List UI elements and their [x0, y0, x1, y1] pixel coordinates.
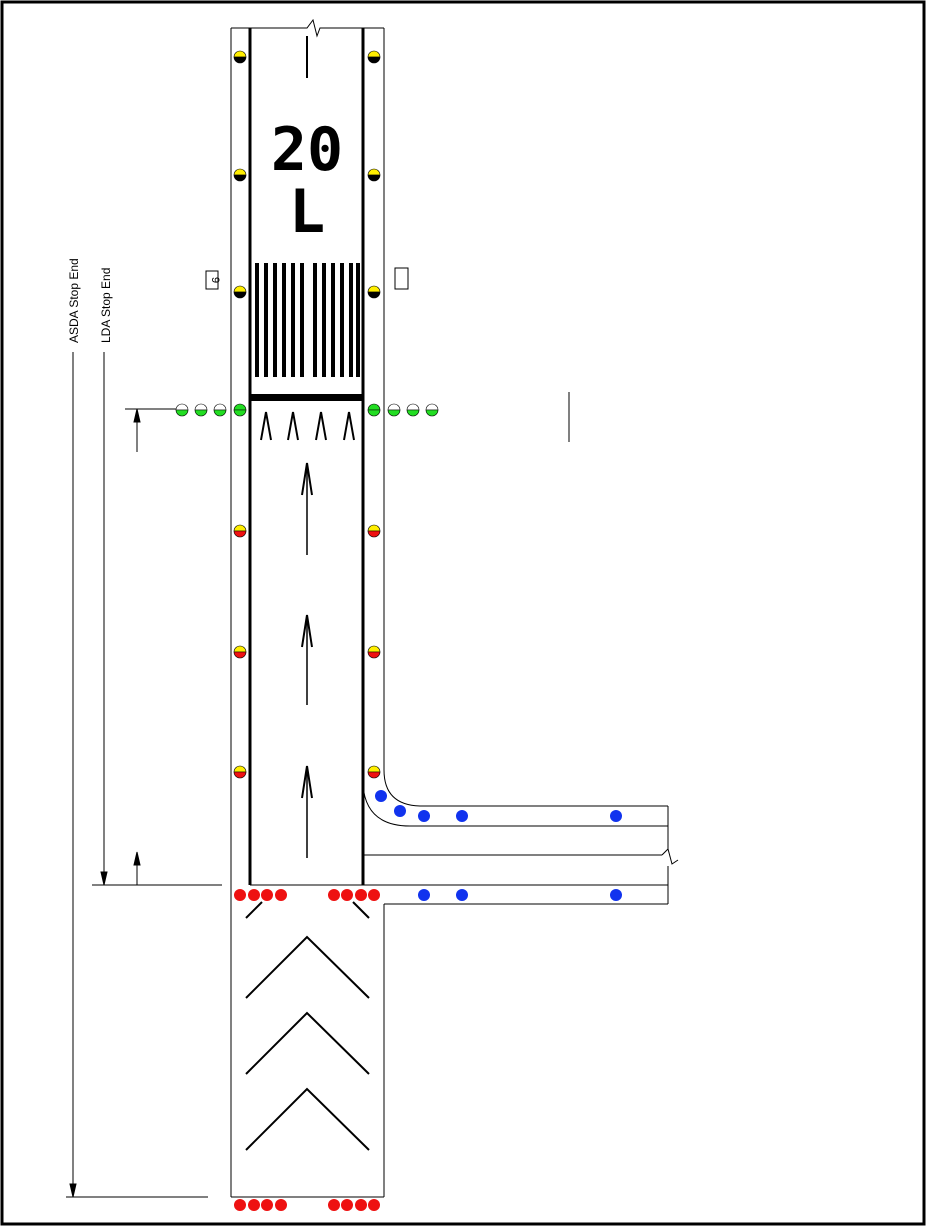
light-top-half: [368, 525, 380, 531]
chevron: [246, 1013, 369, 1074]
threshold-stripe: [322, 263, 326, 377]
light-bottom-half: [234, 175, 246, 181]
threshold-stripe: [264, 263, 268, 377]
threshold-stripe: [300, 263, 304, 377]
edge-light-left: [234, 51, 246, 63]
light-bottom-half: [368, 292, 380, 298]
light-bottom-half: [234, 292, 246, 298]
light-bottom-half: [368, 410, 380, 416]
edge-light-right: [368, 169, 380, 181]
light-bottom-half: [234, 531, 246, 537]
distance-sign-right: [395, 268, 408, 289]
threshold-wing-light: [426, 404, 438, 416]
edge-light-right: [368, 51, 380, 63]
stopway-end-light: [368, 1199, 380, 1211]
runway-end-light: [328, 889, 340, 901]
chevron: [246, 1089, 369, 1150]
threshold-bar: [250, 394, 363, 401]
taxiway-edge-light: [610, 889, 622, 901]
displaced-threshold-arrowheads: [261, 412, 354, 440]
light-top-half: [234, 286, 246, 292]
light-bottom-half: [368, 57, 380, 63]
stopway-end-light: [341, 1199, 353, 1211]
threshold-stripe: [291, 263, 295, 377]
runway-number: 20: [270, 115, 344, 185]
distance-sign-left: [206, 271, 221, 289]
dimension-lines: [66, 352, 222, 1197]
light-bottom-half: [368, 531, 380, 537]
light-top-half: [234, 51, 246, 57]
runway-end-light: [355, 889, 367, 901]
light-top-half: [176, 404, 188, 410]
runway-designator: [271, 115, 343, 247]
light-bottom-half: [368, 175, 380, 181]
chevron-partial: [246, 902, 262, 918]
light-bottom-half: [368, 772, 380, 778]
light-top-half: [368, 646, 380, 652]
chevron-partial: [353, 902, 369, 918]
light-bottom-half: [214, 410, 226, 416]
runway-end-light: [368, 889, 380, 901]
threshold-stripe: [255, 263, 259, 377]
light-top-half: [234, 525, 246, 531]
displaced-edge-light-left: [234, 646, 246, 658]
asda-label: ASDA Stop End: [67, 258, 81, 343]
threshold-stripe: [331, 263, 335, 377]
runway-end-light: [261, 889, 273, 901]
light-top-half: [214, 404, 226, 410]
threshold-wing-light: [407, 404, 419, 416]
displaced-edge-light-left: [234, 525, 246, 537]
distance-sign-left-text: 9: [209, 276, 221, 284]
light-top-half: [234, 766, 246, 772]
arrowhead: [261, 412, 271, 440]
light-top-half: [426, 404, 438, 410]
threshold-wing-light: [195, 404, 207, 416]
lda-label: LDA Stop End: [99, 267, 113, 343]
displaced-edge-light-left: [234, 766, 246, 778]
stopway-end-light: [261, 1199, 273, 1211]
light-bottom-half: [195, 410, 207, 416]
taxiway-edge-light: [418, 889, 430, 901]
threshold-stripe: [273, 263, 277, 377]
taxiway-edge-light: [394, 805, 406, 817]
threshold-stripe: [313, 263, 317, 377]
light-top-half: [195, 404, 207, 410]
stopway-end-light: [248, 1199, 260, 1211]
light-top-half: [368, 404, 380, 410]
light-bottom-half: [368, 652, 380, 658]
threshold-markings: [255, 263, 360, 377]
light-top-half: [368, 169, 380, 175]
stopway-end-light: [234, 1199, 246, 1211]
runway-end-light: [341, 889, 353, 901]
light-bottom-half: [388, 410, 400, 416]
edge-light-right: [368, 286, 380, 298]
chevron: [246, 937, 369, 998]
light-top-half: [368, 766, 380, 772]
runway-end-light: [248, 889, 260, 901]
stopway-chevrons: [246, 902, 369, 1150]
taxiway-edge-light: [418, 810, 430, 822]
runway-end-light: [275, 889, 287, 901]
stopway-end-light: [355, 1199, 367, 1211]
displaced-edge-light-right: [368, 525, 380, 537]
taxiway-edge-light: [456, 810, 468, 822]
runway-end-light: [234, 889, 246, 901]
taxiway: [363, 785, 678, 904]
runway-side-letter: L: [288, 177, 326, 247]
arrowhead: [316, 412, 326, 440]
threshold-light: [368, 404, 380, 416]
stopway-end-light: [275, 1199, 287, 1211]
displaced-edge-light-right: [368, 766, 380, 778]
light-top-half: [234, 646, 246, 652]
light-top-half: [368, 286, 380, 292]
light-top-half: [368, 51, 380, 57]
threshold-stripe: [349, 263, 353, 377]
light-bottom-half: [234, 57, 246, 63]
threshold-wing-light: [388, 404, 400, 416]
light-bottom-half: [426, 410, 438, 416]
threshold-stripe: [282, 263, 286, 377]
threshold-stripe: [356, 263, 360, 377]
threshold-stripe: [340, 263, 344, 377]
threshold-wing-light: [214, 404, 226, 416]
light-top-half: [234, 404, 246, 410]
light-top-half: [388, 404, 400, 410]
light-bottom-half: [407, 410, 419, 416]
light-bottom-half: [234, 772, 246, 778]
light-bottom-half: [234, 652, 246, 658]
light-bottom-half: [234, 410, 246, 416]
lights-layer: [176, 51, 622, 1211]
light-bottom-half: [176, 410, 188, 416]
edge-light-left: [234, 286, 246, 298]
threshold-light: [234, 404, 246, 416]
arrowhead: [288, 412, 298, 440]
taxiway-edge-light: [610, 810, 622, 822]
taxiway-edge-light: [375, 790, 387, 802]
edge-light-left: [234, 169, 246, 181]
arrowhead: [344, 412, 354, 440]
displaced-area-arrows: [302, 463, 312, 858]
displaced-edge-light-right: [368, 646, 380, 658]
threshold-wing-light: [176, 404, 188, 416]
light-top-half: [234, 169, 246, 175]
stopway-end-light: [328, 1199, 340, 1211]
light-top-half: [407, 404, 419, 410]
page-border: [2, 2, 924, 1224]
taxiway-edge-light: [456, 889, 468, 901]
